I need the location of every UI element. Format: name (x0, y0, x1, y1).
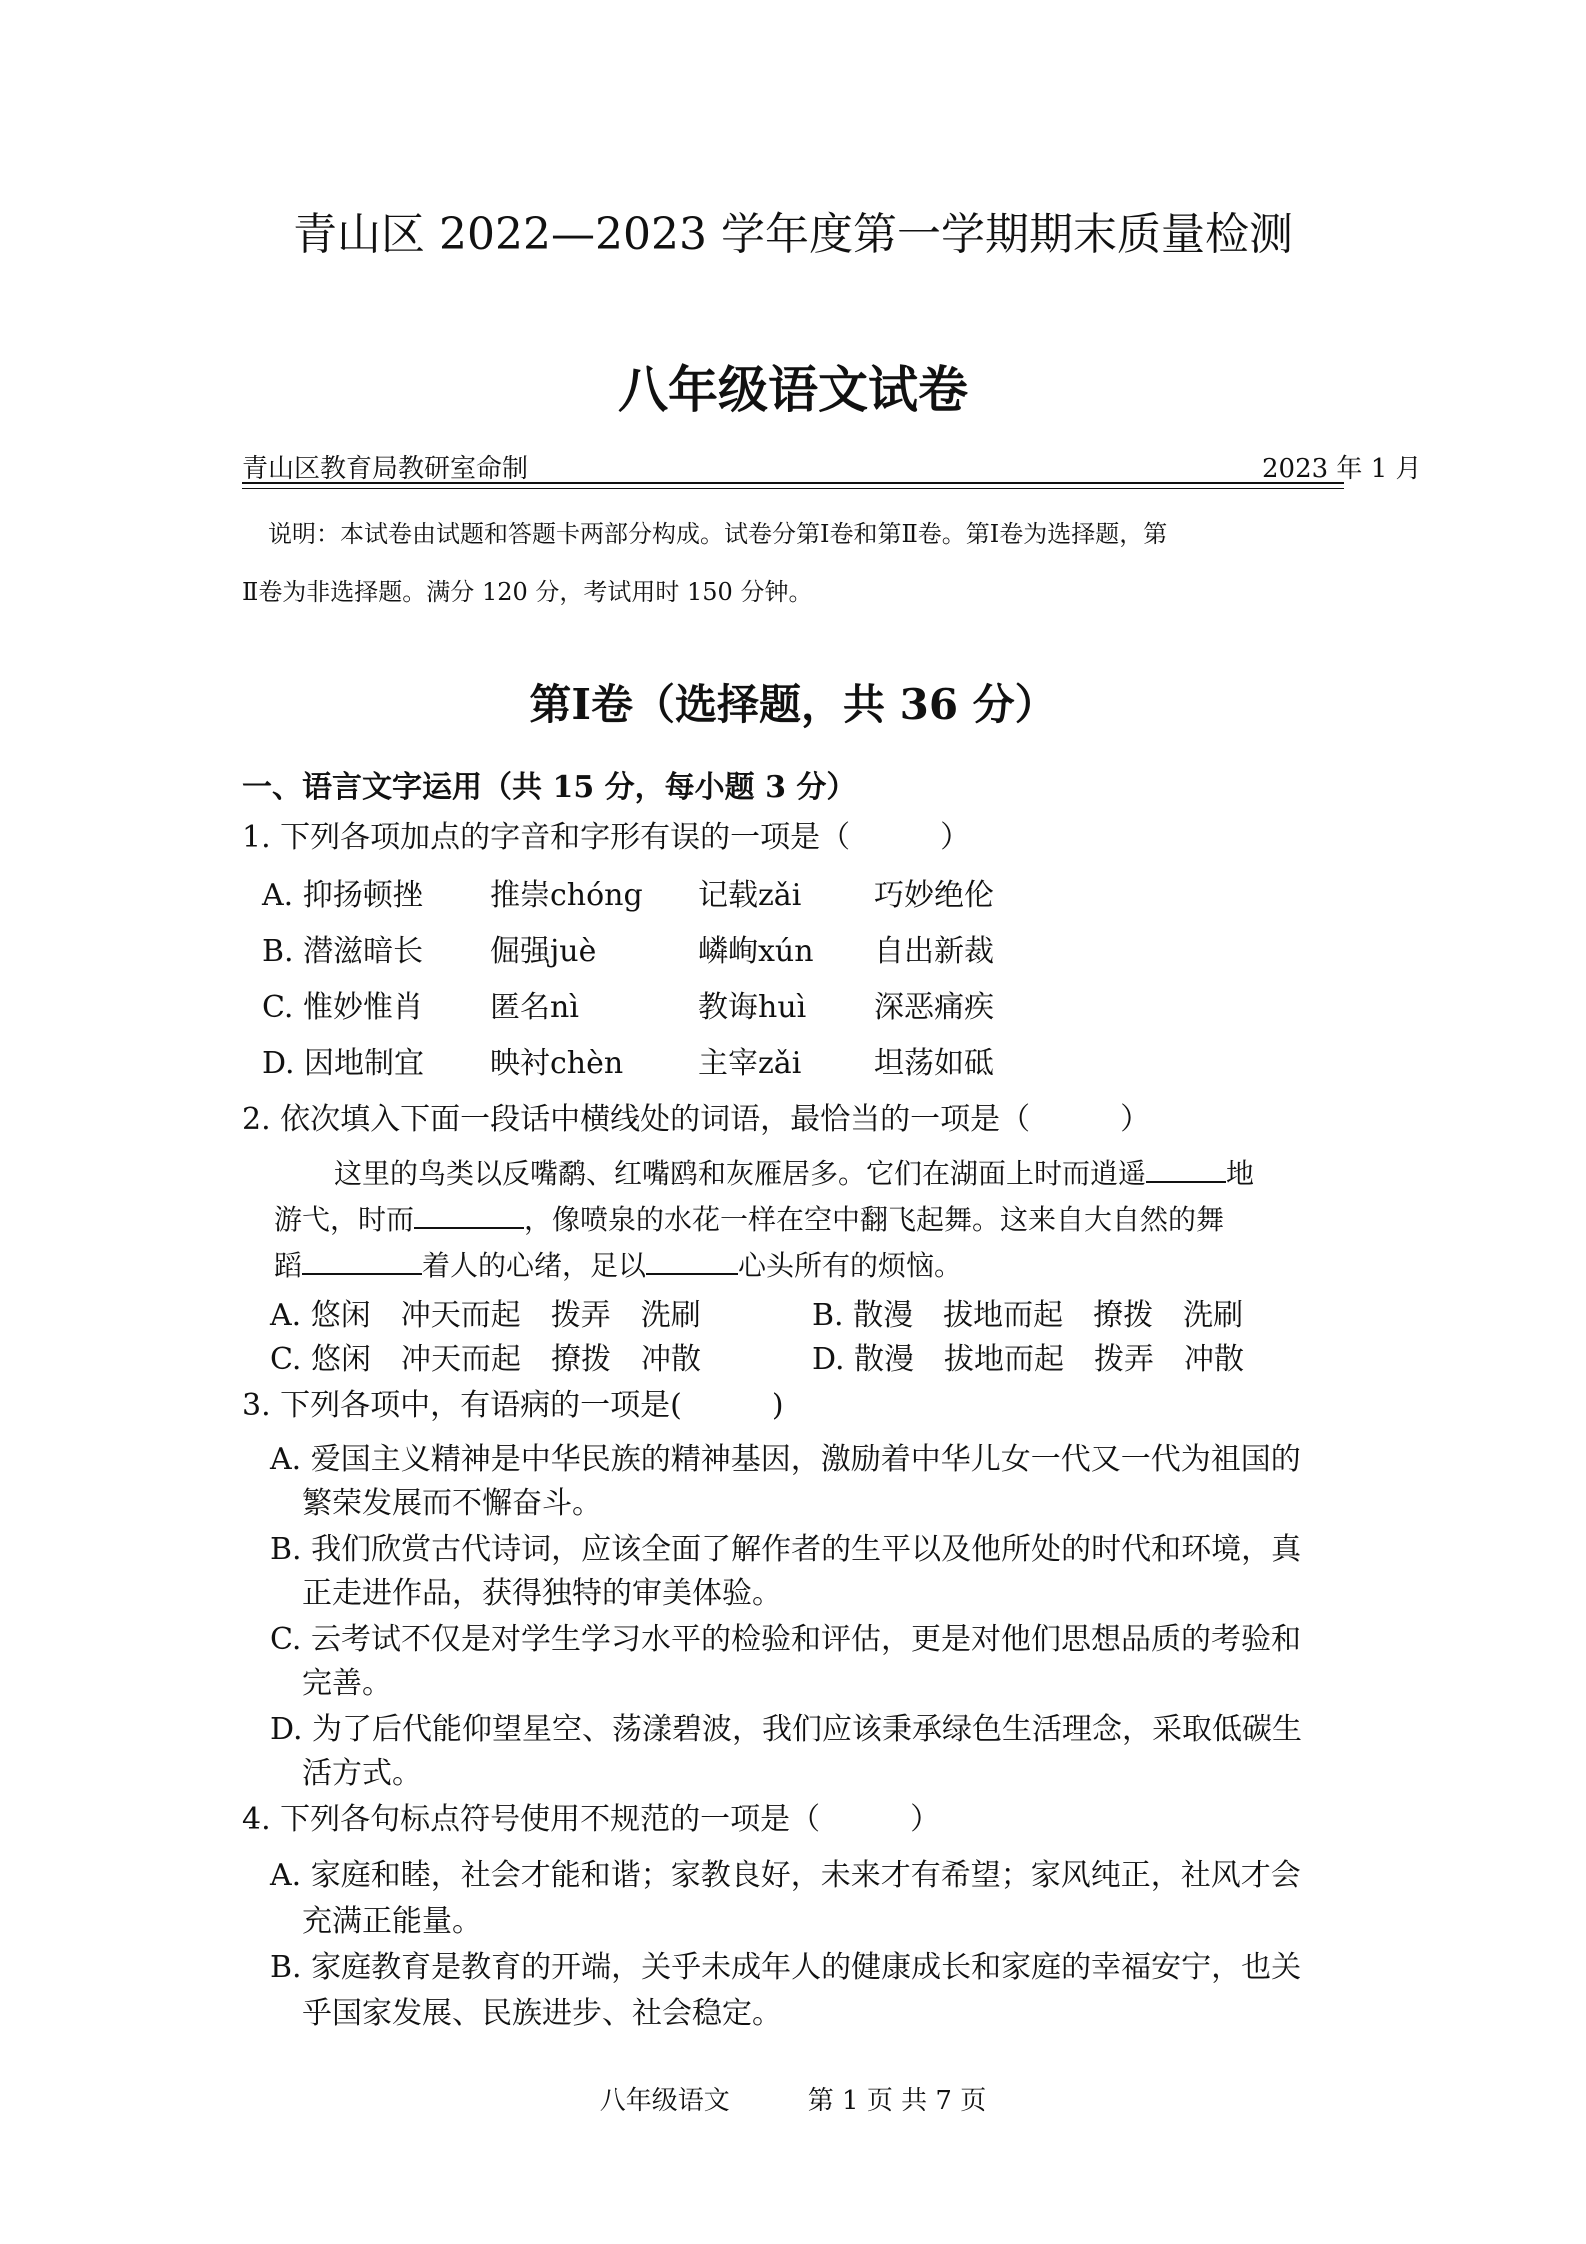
header-rule-thin (242, 488, 1344, 489)
q4-option-a-line-2: 充满正能量。 (302, 1904, 482, 1939)
q1-option-c-word1: C. 惟妙惟肖 (262, 990, 423, 1025)
q3-option-a-line-2: 繁荣发展而不懈奋斗。 (302, 1486, 602, 1521)
page-number: 第 1 页 共 7 页 (807, 2086, 987, 2116)
q3-option-b-line-2: 正走进作品，获得独特的审美体验。 (302, 1576, 782, 1611)
q2-option-a: A. 悠闲 冲天而起 拨弄 洗刷 (270, 1298, 701, 1333)
footer-subject: 八年级语文 (599, 2086, 730, 2116)
q2-passage-text: 心头所有的烦恼。 (738, 1249, 963, 1282)
q1-option-b-word1: B. 潜滋暗长 (262, 934, 424, 969)
exam-subtitle: 八年级语文试卷 (618, 360, 968, 419)
section-title: 第Ⅰ卷（选择题，共 36 分） (529, 680, 1057, 729)
q4-option-b-line-2: 乎国家发展、民族进步、社会稳定。 (302, 1996, 782, 2031)
q1-option-b-word3: 嶙峋xún (698, 934, 814, 969)
q1-option-a-word2: 推崇chóng (490, 878, 643, 913)
blank-2 (414, 1205, 524, 1229)
page-footer (0, 2080, 1586, 2117)
q1-option-c-word4: 深恶痛疾 (874, 990, 994, 1025)
q2-option-d: D. 散漫 拔地而起 拨弄 冲散 (812, 1342, 1245, 1377)
q4-option-a-line-1: A. 家庭和睦，社会才能和谐；家教良好，未来才有希望；家风纯正，社风才会 (270, 1858, 1301, 1893)
instructions-line-2: Ⅱ卷为非选择题。满分 120 分，考试用时 150 分钟。 (242, 578, 813, 606)
question-1-stem: 1. 下列各项加点的字音和字形有误的一项是（ ） (242, 820, 971, 855)
q2-passage-text: 蹈 (274, 1249, 303, 1282)
q2-option-c: C. 悠闲 冲天而起 撩拨 冲散 (270, 1342, 701, 1377)
q1-option-d-word4: 坦荡如砥 (874, 1046, 994, 1081)
q3-option-c-line-1: C. 云考试不仅是对学生学习水平的检验和评估，更是对他们思想品质的考验和 (270, 1622, 1301, 1657)
q1-option-b-word4: 自出新裁 (874, 934, 994, 969)
q3-option-d-line-1: D. 为了后代能仰望星空、荡漾碧波，我们应该秉承绿色生活理念，采取低碳生 (270, 1712, 1303, 1747)
q2-passage-text: 这里的鸟类以反嘴鹬、红嘴鸥和灰雁居多。它们在湖面上时而逍遥 (334, 1157, 1147, 1190)
q2-option-b: B. 散漫 拔地而起 撩拨 洗刷 (812, 1298, 1244, 1333)
q2-passage-line-2 (274, 1198, 1224, 1238)
q2-passage-text: 着人的心绪，足以 (422, 1249, 647, 1282)
q3-option-c-line-2: 完善。 (302, 1666, 392, 1701)
q1-option-d-word1: D. 因地制宜 (262, 1046, 425, 1081)
q2-passage-text: 地 (1226, 1157, 1255, 1190)
q1-option-a-word1: A. 抑扬顿挫 (262, 878, 423, 913)
exam-date: 2023 年 1 月 (1262, 454, 1422, 484)
blank-3 (302, 1251, 422, 1275)
q3-option-b-line-1: B. 我们欣赏古代诗词，应该全面了解作者的生平以及他所处的时代和环境，真 (270, 1532, 1302, 1567)
q3-option-d-line-2: 活方式。 (302, 1756, 422, 1791)
q2-passage-text: ，像喷泉的水花一样在空中翻飞起舞。这来自大自然的舞 (524, 1203, 1225, 1236)
q1-option-d-word3: 主宰zǎi (698, 1046, 802, 1081)
q1-option-a-word3: 记载zǎi (698, 878, 802, 913)
part-title: 一、语言文字运用（共 15 分，每小题 3 分） (242, 770, 857, 805)
q1-option-c-word2: 匿名nì (490, 990, 579, 1025)
q2-passage-line-3 (274, 1244, 962, 1284)
header-rule (242, 482, 1344, 484)
q1-option-b-word2: 倔强juè (490, 934, 597, 969)
q2-passage-text: 游弋，时而 (274, 1203, 415, 1236)
exam-title: 青山区 2022—2023 学年度第一学期期末质量检测 (293, 209, 1293, 260)
blank-4 (646, 1251, 738, 1275)
question-2-stem: 2. 依次填入下面一段话中横线处的词语，最恰当的一项是（ ） (242, 1102, 1151, 1137)
q2-passage-line-1 (334, 1152, 1254, 1192)
question-4-stem: 4. 下列各句标点符号使用不规范的一项是（ ） (242, 1802, 941, 1837)
q1-option-a-word4: 巧妙绝伦 (874, 878, 994, 913)
q3-option-a-line-1: A. 爱国主义精神是中华民族的精神基因，激励着中华儿女一代又一代为祖国的 (270, 1442, 1301, 1477)
q1-option-d-word2: 映衬chèn (490, 1046, 624, 1081)
q1-option-c-word3: 教诲huì (698, 990, 807, 1025)
blank-1 (1146, 1159, 1226, 1183)
instructions-line-1: 说明：本试卷由试题和答题卡两部分构成。试卷分第Ⅰ卷和第Ⅱ卷。第Ⅰ卷为选择题，第 (268, 520, 1168, 548)
question-3-stem: 3. 下列各项中，有语病的一项是( ) (242, 1388, 784, 1423)
q4-option-b-line-1: B. 家庭教育是教育的开端，关乎未成年人的健康成长和家庭的幸福安宁，也关 (270, 1950, 1302, 1985)
issuer-label: 青山区教育局教研室命制 (242, 454, 529, 484)
